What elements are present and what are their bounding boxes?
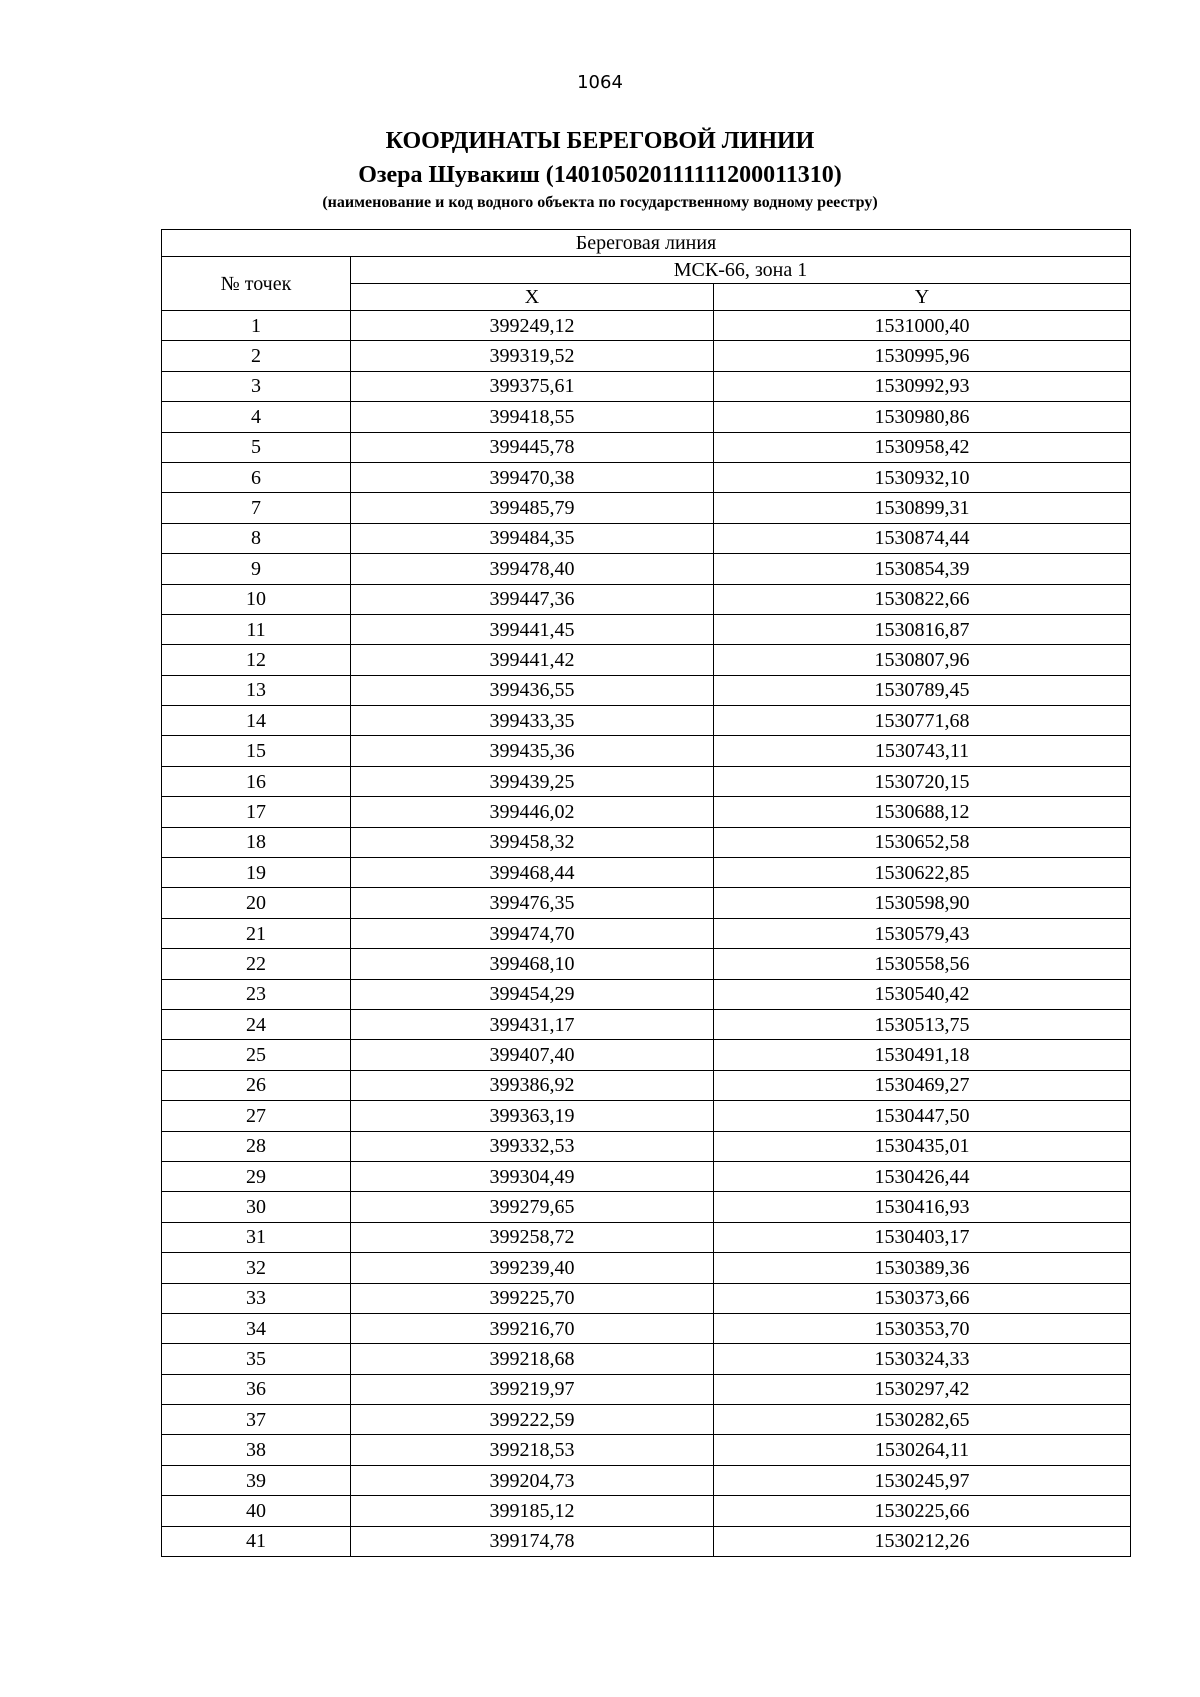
header-shoreline: Береговая линия [162,230,1131,257]
table-row [162,1313,1131,1343]
table-row [162,1070,1131,1100]
y-coordinate-cell: 1530789,45 [714,675,1131,705]
table-row [162,462,1131,492]
y-coordinate-cell: 1530416,93 [714,1192,1131,1222]
x-coordinate-cell: 399474,70 [351,918,714,948]
y-coordinate-cell: 1530297,42 [714,1374,1131,1404]
y-coordinate-cell: 1530540,42 [714,979,1131,1009]
y-coordinate-cell: 1530720,15 [714,766,1131,796]
coordinates-table [161,229,1131,1557]
point-number-cell: 9 [162,554,351,584]
table-row [162,1101,1131,1131]
table-row [162,371,1131,401]
y-coordinate-cell: 1530854,39 [714,554,1131,584]
x-coordinate-cell: 399431,17 [351,1009,714,1039]
table-row [162,1253,1131,1283]
point-number-cell: 20 [162,888,351,918]
y-coordinate-cell: 1530373,66 [714,1283,1131,1313]
table-row [162,523,1131,553]
x-coordinate-cell: 399386,92 [351,1070,714,1100]
point-number-cell: 2 [162,341,351,371]
point-number-cell: 35 [162,1344,351,1374]
y-coordinate-cell: 1530816,87 [714,614,1131,644]
x-coordinate-cell: 399439,25 [351,766,714,796]
point-number-cell: 24 [162,1009,351,1039]
x-coordinate-cell: 399218,53 [351,1435,714,1465]
point-number-cell: 7 [162,493,351,523]
table-row [162,979,1131,1009]
point-number-cell: 37 [162,1405,351,1435]
water-body-name: Озера Шувакиш (140105020111111200011310) [358,162,842,188]
x-coordinate-cell: 399468,10 [351,949,714,979]
table-row [162,736,1131,766]
x-coordinate-cell: 399458,32 [351,827,714,857]
y-coordinate-cell: 1531000,40 [714,311,1131,341]
point-number-cell: 23 [162,979,351,1009]
table-row [162,1435,1131,1465]
x-coordinate-cell: 399222,59 [351,1405,714,1435]
table-row [162,1222,1131,1252]
table-row [162,858,1131,888]
x-coordinate-cell: 399441,45 [351,614,714,644]
x-coordinate-cell: 399441,42 [351,645,714,675]
table-row [162,1192,1131,1222]
point-number-cell: 4 [162,402,351,432]
point-number-cell: 17 [162,797,351,827]
table-row [162,766,1131,796]
point-number-cell: 10 [162,584,351,614]
table-row [162,1161,1131,1191]
table-row [162,493,1131,523]
y-coordinate-cell: 1530426,44 [714,1161,1131,1191]
table-row [162,614,1131,644]
x-coordinate-cell: 399447,36 [351,584,714,614]
x-coordinate-cell: 399304,49 [351,1161,714,1191]
y-coordinate-cell: 1530353,70 [714,1313,1131,1343]
x-coordinate-cell: 399407,40 [351,1040,714,1070]
point-number-cell: 12 [162,645,351,675]
x-coordinate-cell: 399216,70 [351,1313,714,1343]
x-coordinate-cell: 399484,35 [351,523,714,553]
point-number-cell: 36 [162,1374,351,1404]
x-coordinate-cell: 399418,55 [351,402,714,432]
point-number-cell: 30 [162,1192,351,1222]
point-number-cell: 31 [162,1222,351,1252]
x-coordinate-cell: 399485,79 [351,493,714,523]
x-coordinate-cell: 399470,38 [351,462,714,492]
x-coordinate-cell: 399279,65 [351,1192,714,1222]
y-coordinate-cell: 1530688,12 [714,797,1131,827]
page-number: 1064 [577,72,623,93]
x-coordinate-cell: 399249,12 [351,311,714,341]
y-coordinate-cell: 1530932,10 [714,462,1131,492]
x-coordinate-cell: 399436,55 [351,675,714,705]
title-caption: (наименование и код водного объекта по государственному водному реестру) [322,194,878,211]
point-number-cell: 19 [162,858,351,888]
table-row [162,554,1131,584]
point-number-cell: 5 [162,432,351,462]
y-coordinate-cell: 1530435,01 [714,1131,1131,1161]
x-coordinate-cell: 399375,61 [351,371,714,401]
point-number-cell: 32 [162,1253,351,1283]
point-number-cell: 38 [162,1435,351,1465]
point-number-cell: 29 [162,1161,351,1191]
x-coordinate-cell: 399478,40 [351,554,714,584]
y-coordinate-cell: 1530264,11 [714,1435,1131,1465]
y-coordinate-cell: 1530282,65 [714,1405,1131,1435]
header-coordinate-system: МСК-66, зона 1 [351,257,1131,284]
x-coordinate-cell: 399435,36 [351,736,714,766]
table-row [162,827,1131,857]
table-row [162,402,1131,432]
table-row [162,918,1131,948]
y-coordinate-cell: 1530958,42 [714,432,1131,462]
x-coordinate-cell: 399239,40 [351,1253,714,1283]
y-coordinate-cell: 1530324,33 [714,1344,1131,1374]
point-number-cell: 8 [162,523,351,553]
x-coordinate-cell: 399433,35 [351,706,714,736]
point-number-cell: 40 [162,1496,351,1526]
y-coordinate-cell: 1530403,17 [714,1222,1131,1252]
point-number-cell: 34 [162,1313,351,1343]
x-coordinate-cell: 399218,68 [351,1344,714,1374]
y-coordinate-cell: 1530622,85 [714,858,1131,888]
table-row [162,797,1131,827]
point-number-cell: 14 [162,706,351,736]
y-coordinate-cell: 1530389,36 [714,1253,1131,1283]
y-coordinate-cell: 1530212,26 [714,1526,1131,1556]
point-number-cell: 33 [162,1283,351,1313]
point-number-cell: 1 [162,311,351,341]
header-y: Y [714,284,1131,311]
y-coordinate-cell: 1530822,66 [714,584,1131,614]
table-row [162,584,1131,614]
table-row [162,1131,1131,1161]
y-coordinate-cell: 1530513,75 [714,1009,1131,1039]
y-coordinate-cell: 1530469,27 [714,1070,1131,1100]
x-coordinate-cell: 399225,70 [351,1283,714,1313]
x-coordinate-cell: 399445,78 [351,432,714,462]
point-number-cell: 25 [162,1040,351,1070]
y-coordinate-cell: 1530598,90 [714,888,1131,918]
point-number-cell: 11 [162,614,351,644]
point-number-cell: 13 [162,675,351,705]
table-row [162,1283,1131,1313]
point-number-cell: 28 [162,1131,351,1161]
y-coordinate-cell: 1530447,50 [714,1101,1131,1131]
x-coordinate-cell: 399185,12 [351,1496,714,1526]
x-coordinate-cell: 399363,19 [351,1101,714,1131]
x-coordinate-cell: 399174,78 [351,1526,714,1556]
table-body [162,311,1131,1557]
table-row [162,1405,1131,1435]
y-coordinate-cell: 1530995,96 [714,341,1131,371]
table-row [162,1496,1131,1526]
x-coordinate-cell: 399454,29 [351,979,714,1009]
point-number-cell: 41 [162,1526,351,1556]
y-coordinate-cell: 1530743,11 [714,736,1131,766]
x-coordinate-cell: 399258,72 [351,1222,714,1252]
table-row [162,1040,1131,1070]
y-coordinate-cell: 1530245,97 [714,1465,1131,1495]
x-coordinate-cell: 399446,02 [351,797,714,827]
y-coordinate-cell: 1530899,31 [714,493,1131,523]
x-coordinate-cell: 399319,52 [351,341,714,371]
table-row [162,1344,1131,1374]
y-coordinate-cell: 1530652,58 [714,827,1131,857]
point-number-cell: 21 [162,918,351,948]
y-coordinate-cell: 1530579,43 [714,918,1131,948]
x-coordinate-cell: 399219,97 [351,1374,714,1404]
y-coordinate-cell: 1530491,18 [714,1040,1131,1070]
y-coordinate-cell: 1530225,66 [714,1496,1131,1526]
table-row [162,1526,1131,1556]
document-title: КООРДИНАТЫ БЕРЕГОВОЙ ЛИНИИ [385,128,815,154]
y-coordinate-cell: 1530558,56 [714,949,1131,979]
table-row [162,1465,1131,1495]
point-number-cell: 27 [162,1101,351,1131]
point-number-cell: 16 [162,766,351,796]
header-x: X [351,284,714,311]
table-row [162,888,1131,918]
table-row [162,706,1131,736]
x-coordinate-cell: 399468,44 [351,858,714,888]
point-number-cell: 6 [162,462,351,492]
y-coordinate-cell: 1530874,44 [714,523,1131,553]
point-number-cell: 15 [162,736,351,766]
table-row [162,949,1131,979]
point-number-cell: 3 [162,371,351,401]
point-number-cell: 39 [162,1465,351,1495]
y-coordinate-cell: 1530992,93 [714,371,1131,401]
table-row [162,675,1131,705]
table-row [162,432,1131,462]
table-row [162,1374,1131,1404]
table-row [162,311,1131,341]
x-coordinate-cell: 399332,53 [351,1131,714,1161]
header-point-number: № точек [162,257,351,311]
y-coordinate-cell: 1530807,96 [714,645,1131,675]
x-coordinate-cell: 399476,35 [351,888,714,918]
x-coordinate-cell: 399204,73 [351,1465,714,1495]
point-number-cell: 22 [162,949,351,979]
table-row [162,1009,1131,1039]
y-coordinate-cell: 1530980,86 [714,402,1131,432]
table-row [162,341,1131,371]
y-coordinate-cell: 1530771,68 [714,706,1131,736]
point-number-cell: 18 [162,827,351,857]
table-row [162,645,1131,675]
point-number-cell: 26 [162,1070,351,1100]
